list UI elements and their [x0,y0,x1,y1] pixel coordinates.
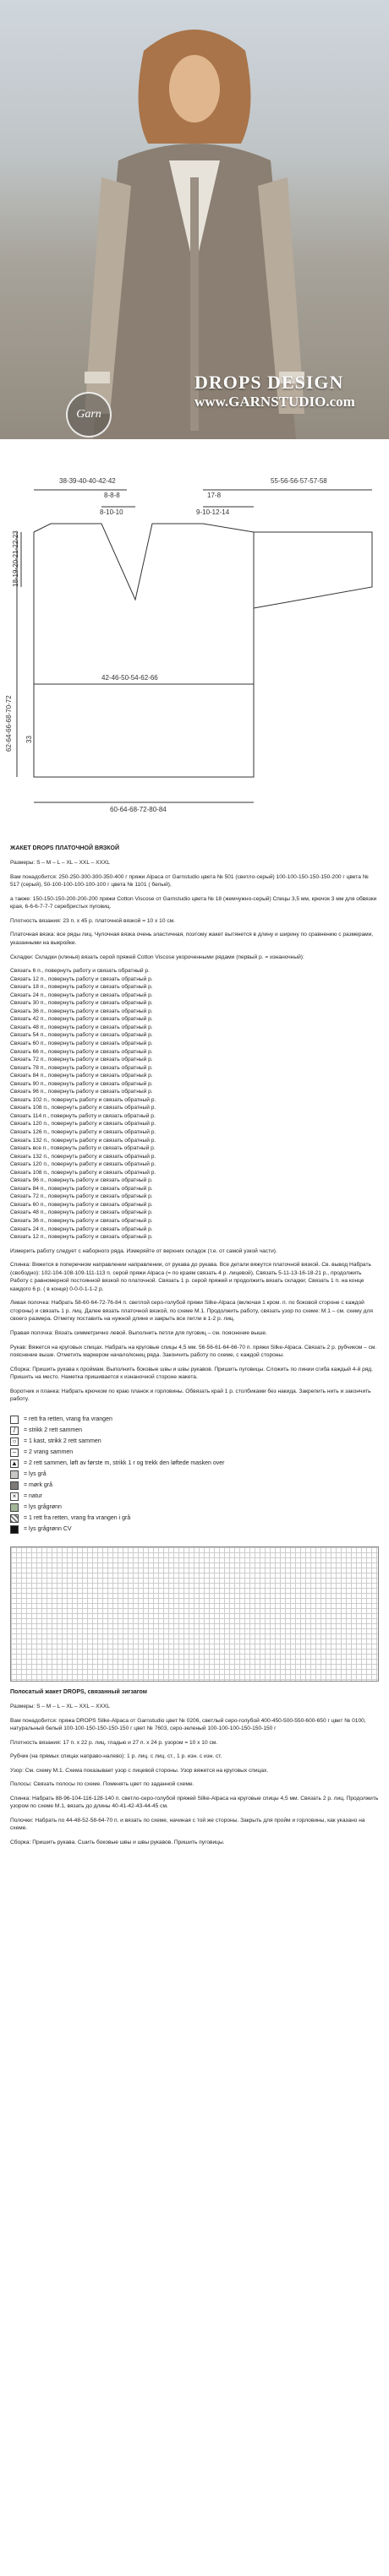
list-item: Связать 132 п., повернуть работу и связать обратный р. [10,1137,156,1144]
legend-item: ○ = 1 kast, strikk 2 rett sammen [10,1437,379,1446]
list-item: Связать 72 п., повернуть работу и связать обратный р. [10,1193,153,1200]
striped-swatch-icon [10,1514,19,1523]
list-item: Связать 66 п., повернуть работу и связать обратный р. [10,1048,153,1055]
symbol-legend [0,1410,389,1545]
list-item: Связать 84 п., повернуть работу и связать обратный р. [10,1185,153,1192]
right-front-section: Правая полочка: Вязать симметрично левой. Выполнить петли для пуговиц – см. пояснение выше. [10,1330,267,1337]
shortrows-list [10,967,379,1242]
dim-shoulder-1: 17-8 [207,492,222,499]
stitch-chart-area [0,1545,389,1688]
dim-body-width: 42-46-50-54-62-66 [101,674,158,682]
list-item: Связать 72 п., повернуть работу и связать обратный р. [10,1057,153,1063]
legend-item: – = 2 vrang sammen [10,1448,379,1457]
list-item: Связать 6 п., повернуть работу и связать обратный р. [10,968,150,975]
pattern2-assembly: Сборка: Пришить рукава. Сшить боковые швы и швы рукавов. Пришить пуговицы. [10,1840,225,1846]
brand-block [194,372,355,410]
list-item: Связать 96 п., повернуть работу и связать обратный р. [10,1089,153,1095]
pattern2-gauge: Плотность вязания: 17 п. х 22 р. лиц. гладью и 27 п. х 24 р. узором = 10 х 10 см. [10,1739,218,1746]
legend-item: = mørk grå [10,1481,379,1490]
list-item: Связать 24 п., повернуть работу и связать обратный р. [10,1226,153,1232]
list-item: Связать 108 п., повернуть работу и связать обратный р. [10,1105,156,1111]
list-item: Связать 30 п., повернуть работу и связать обратный р. [10,1000,153,1007]
list-item: Связать 54 п., повернуть работу и связать обратный р. [10,1032,153,1039]
dark-grey-swatch-icon [10,1481,19,1490]
list-item: Связать 18 п., повернуть работу и связать обратный р. [10,984,153,991]
list-item: Связать 60 п., повернуть работу и связать обратный р. [10,1040,153,1046]
pattern-text-2 [0,1688,389,1847]
list-item: Связать 48 п., повернуть работу и связать обратный р. [10,1024,153,1030]
list-item: Связать 132 п., повернуть работу и связать обратный р. [10,1153,156,1160]
legend-item: / = strikk 2 rett sammen [10,1427,379,1435]
yarn-extra: а также: 150-150-150-200-200-200 пряжи Cotton Viscose от Garnstudio цвета № 18 (жемчужно-серый) Спицы 3,5 мм, крючок 3 мм для обвязки края, 6-6-6-7-7-7 серебристых пуговиц. [10,895,377,910]
shortrows-intro: Складки: Складки (клинья) вязать серой пряжей Cotton Viscose укороченными рядами (первый р. = изнаночный): [10,954,304,960]
pattern2-rib: Рубчик (на прямых спицах направо-налево): 1 р. лиц. с лиц. ст., 1 р. изн. с изн. ст. [10,1753,222,1760]
legend-item: = lys grågrønn [10,1503,379,1512]
pattern-text-1 [0,845,389,1404]
measurement-schema [0,439,389,845]
list-item: Связать 12 п., повернуть работу и связать обратный р. [10,1234,153,1241]
list-item: Связать 126 п., повернуть работу и связать обратный р. [10,1129,156,1135]
green-swatch-icon [10,1503,19,1512]
dim-bottom: 60-64-68-72-80-84 [110,806,167,813]
dim-top-left: 38-39-40-40-42-42 [59,477,116,485]
list-item: Связать 96 п., повернуть работу и связать обратный р. [10,1177,153,1184]
garnstudio-logo: Garn [66,392,112,437]
dim-armhole: 18-19-20-21-22-23 [12,530,19,587]
list-item: Связать 90 п., повернуть работу и связать обратный р. [10,1080,153,1087]
legend-item: = lys grå [10,1470,379,1479]
brand-name: DROPS DESIGN [194,372,344,393]
black-swatch-icon [10,1525,19,1534]
yarn: Вам понадобится: 250-250-300-300-350-400 г пряжи Alpaca от Garnstudio цвета № 501 (светло-серый) 100-100-150-150-150-200 г цвета № 517 (серый), 50-100-100-100-100-100 г цвета № 1101 ( белый), [10,873,369,889]
list-item: Связать все п., повернуть работу и связать обратный р. [10,1145,156,1152]
light-grey-swatch-icon [10,1470,19,1479]
pattern2-title: Полосатый жакет DROPS, связанный зигзагом [10,1688,147,1695]
sizes: Размеры: S – M – L – XL – XXL – XXXL [10,860,110,867]
dim-neck-2: 8-10-10 [100,508,123,516]
legend-item: = rett fra retten, vrang fra vrangen [10,1416,379,1424]
pattern2-sizes: Размеры: S – M – L – XL – XXL – XXXL [10,1704,110,1709]
dim-lower: 33 [25,736,33,743]
pattern2-pattern: Узор: См. схему М.1. Схема показывает узор с лицевой стороны. Узор вяжется на круговых спицах. [10,1767,269,1774]
schema-drawing [0,439,389,845]
legend-item: × = natur [10,1492,379,1501]
blank-square-icon [10,1416,19,1424]
legend-item: ▲ = 2 rett sammen, løft av første m, strikk 1 r og trekk den løftede masken over [11,1459,225,1468]
dash-icon: – [10,1448,19,1457]
stitch-chart-grid [10,1546,379,1682]
list-item: Связать 78 п., повернуть работу и связать обратный р. [10,1064,153,1071]
left-front-section: Левая полочка: Набрать 58-60-64-72-76-84 п. светлой серо-голубой пряжи Silke-Alpaca (включая 1 кром. п. по боковой стороне с каждой стороны) и связать 1 р. лиц. Далее вязать платочной вязкой, по схеме М.1. Продолжить работу, связать узор по схеме: М.1 – см. схему для своего размера. Отметку поставить на нужной длине и закрыть все петли в 1-2 р. лиц. [10,1300,373,1323]
dim-shoulder-2: 9-10-12-14 [196,508,230,516]
list-item: Связать 102 п., повернуть работу и связать обратный р. [10,1096,156,1103]
list-item: Связать 108 п., повернуть работу и связать обратный р. [10,1169,156,1176]
list-item: Связать 12 п., повернуть работу и связать обратный р. [10,976,153,982]
pattern-title: ЖАКЕТ DROPS ПЛАТОЧНОЙ ВЯЗКОЙ [10,845,120,851]
slash-icon: / [10,1427,19,1435]
list-item: Связать 84 п., повернуть работу и связать обратный р. [10,1073,153,1079]
list-item: Связать 120 п., повернуть работу и связать обратный р. [10,1161,156,1168]
dim-neck-1: 8-8-8 [104,492,120,499]
collar-section: Воротник и планка: Набрать крючком по краю планок и горловины. Обвязать край 1 р. столбиками без накида. Закрепить нить и закончить работу. [10,1388,371,1403]
pattern2-body: Спинка: Набрать 88-96-104-116-128-140 п. светло-серо-голубой пряжей Silke-Alpaca на круговые спицы 4,5 мм. Связать 2 р. лиц. Продолжить узором по схеме М.1, вязать до длины 40-41-42-43-44-45 см. [10,1795,379,1810]
natur-swatch-icon: × [10,1492,19,1501]
sleeve-section: Рукав: Вяжется на круговых спицах. Набрать на круговые спицы 4,5 мм. 56-56-61-64-66-70 п. пряжи Silke-Alpaca. Связать 2 р. рубчиком – см. пояснение выше. Отметить маркером начало/конец ряда. Закончить работу по схеме, с каждой стороны. [10,1344,377,1359]
arrow-icon: ▲ [11,1459,18,1468]
back-section: Спинка: Вяжется в поперечном направлении направлении, от рукава до рукава. Все детали вяжутся платочной вязкой. Св. вывод Набрать (свободно): 102-104-108-109-111-113 п. серой пряжи Alpaca (= по краям связать 4 р. лицевой), Связать 5-11-13-16-18-21 р., продолжить Работу с равномерной постоянной вязкой по платочной. Связать 1 р. серой пряжей и продолжить вязать складки; Связать 1 п. на конце каждого 6 р. ( в конце) 0-0-0-1-1-2 р. [10,1262,371,1292]
brand-url[interactable]: www.GARNSTUDIO.com [194,394,355,410]
list-item: Связать 120 п., повернуть работу и связать обратный р. [10,1121,156,1128]
garment-photo [0,0,389,439]
shortrows-note: Измерить работу следует с наборного ряда. Измеряйте от верхних складок (т.е. от самой узкой части). [10,1247,277,1254]
pattern2-front: Полочки: Набрать по 44-48-52-58-64-70 п. и вязать по схеме, начиная с той же стороны. Закрыть для пройм и горловины, как указано на схеме. [10,1817,365,1832]
pattern2-yarn: Вам понадобится: пряжа DROPS Silke-Alpaca от Garnstudio цвет № 0206, светлый серо-голубой 400-450-500-550-600-650 г цвет № 0100, натуральный белый 100-100-150-150-150-150 г цвет № 7603, серо-зеленый 100-100-100-150-150-150 г [10,1717,366,1732]
list-item: Связать 36 п., повернуть работу и связать обратный р. [10,1008,153,1014]
list-item: Связать 114 п., повернуть работу и связать обратный р. [10,1112,156,1119]
dim-total-length: 62-64-66-68-70-72 [5,695,13,752]
circle-icon: ○ [10,1437,19,1446]
assembly-section: Сборка: Пришить рукава к проймам. Выполнить боковые швы и швы рукавов. Пришить пуговицы. Сложить по линии сгиба каждый 4-й ряд. Пришить на место. Наметка пришивается к изнаночной стороне жакета. [10,1366,373,1381]
list-item: Связать 48 п., повернуть работу и связать обратный р. [10,1209,153,1216]
gauge: Плотность вязания: 23 п. х 45 р. платочной вязкой = 10 х 10 см. [10,917,176,924]
list-item: Связать 60 п., повернуть работу и связать обратный р. [10,1201,153,1208]
list-item: Связать 36 п., повернуть работу и связать обратный р. [10,1218,153,1225]
list-item: Связать 24 п., повернуть работу и связать обратный р. [10,992,153,998]
garter-note: Платочная вязка: все ряды лиц. Чулочная вязка очень эластичная, поэтому жакет вытянется в длину и ширину по сравнению с размерами, указанными на выкройке. [10,932,374,946]
list-item: Связать 42 п., повернуть работу и связать обратный р. [10,1016,153,1023]
pattern2-stripes: Полосы: Связать полосы по схеме. Поменять цвет по заданной схеме. [10,1781,194,1788]
legend-item: = lys grågrønn CV [10,1525,379,1534]
legend-item: = 1 rett fra retten, vrang fra vrangen i grå [10,1514,379,1523]
dim-top-right: 55-56-56-57-57-58 [271,477,327,485]
